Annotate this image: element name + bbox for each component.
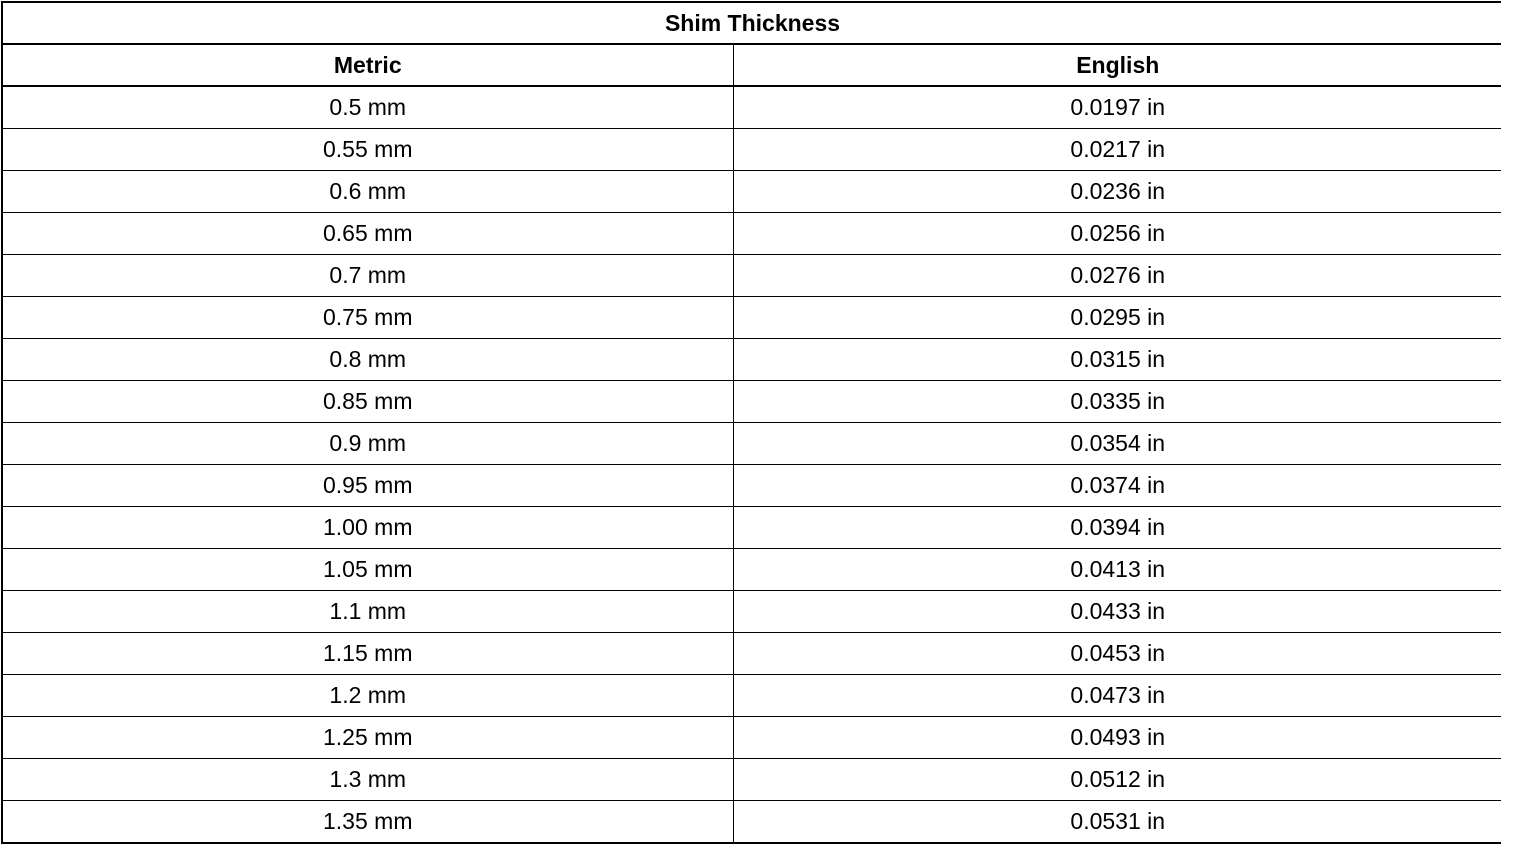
metric-cell: 1.05 mm	[2, 549, 733, 591]
metric-cell: 0.75 mm	[2, 297, 733, 339]
table-row	[2, 591, 1503, 633]
column-header-metric: Metric	[2, 44, 733, 86]
table-row	[2, 171, 1503, 213]
english-cell: 0.0512 in	[733, 759, 1503, 801]
table-row	[2, 213, 1503, 255]
table-header-row	[2, 44, 1503, 86]
table-row	[2, 717, 1503, 759]
metric-cell: 0.6 mm	[2, 171, 733, 213]
table-row	[2, 423, 1503, 465]
english-cell: 0.0433 in	[733, 591, 1503, 633]
english-cell: 0.0335 in	[733, 381, 1503, 423]
metric-cell: 1.3 mm	[2, 759, 733, 801]
english-cell: 0.0473 in	[733, 675, 1503, 717]
table-row	[2, 759, 1503, 801]
table-row	[2, 339, 1503, 381]
column-header-english: English	[733, 44, 1503, 86]
table-row	[2, 675, 1503, 717]
english-cell: 0.0217 in	[733, 129, 1503, 171]
table-row	[2, 801, 1503, 844]
metric-cell: 0.7 mm	[2, 255, 733, 297]
english-cell: 0.0394 in	[733, 507, 1503, 549]
metric-cell: 0.9 mm	[2, 423, 733, 465]
page-edge	[1501, 0, 1520, 852]
english-cell: 0.0493 in	[733, 717, 1503, 759]
table-row	[2, 465, 1503, 507]
english-cell: 0.0315 in	[733, 339, 1503, 381]
table-row	[2, 549, 1503, 591]
metric-cell: 0.85 mm	[2, 381, 733, 423]
metric-cell: 0.8 mm	[2, 339, 733, 381]
table-row	[2, 86, 1503, 129]
table-row	[2, 381, 1503, 423]
english-cell: 0.0295 in	[733, 297, 1503, 339]
english-cell: 0.0531 in	[733, 801, 1503, 844]
table-title: Shim Thickness	[2, 2, 1503, 44]
table-body	[2, 86, 1503, 843]
english-cell: 0.0236 in	[733, 171, 1503, 213]
metric-cell: 0.55 mm	[2, 129, 733, 171]
english-cell: 0.0276 in	[733, 255, 1503, 297]
metric-cell: 1.00 mm	[2, 507, 733, 549]
table-row	[2, 255, 1503, 297]
english-cell: 0.0413 in	[733, 549, 1503, 591]
english-cell: 0.0354 in	[733, 423, 1503, 465]
metric-cell: 1.25 mm	[2, 717, 733, 759]
table-title-row	[2, 2, 1503, 44]
metric-cell: 1.1 mm	[2, 591, 733, 633]
english-cell: 0.0197 in	[733, 86, 1503, 129]
english-cell: 0.0256 in	[733, 213, 1503, 255]
metric-cell: 0.65 mm	[2, 213, 733, 255]
english-cell: 0.0453 in	[733, 633, 1503, 675]
shim-thickness-table	[1, 1, 1504, 844]
metric-cell: 1.2 mm	[2, 675, 733, 717]
metric-cell: 0.5 mm	[2, 86, 733, 129]
table-row	[2, 129, 1503, 171]
table-row	[2, 297, 1503, 339]
metric-cell: 1.15 mm	[2, 633, 733, 675]
table-row	[2, 633, 1503, 675]
english-cell: 0.0374 in	[733, 465, 1503, 507]
table-row	[2, 507, 1503, 549]
metric-cell: 1.35 mm	[2, 801, 733, 844]
metric-cell: 0.95 mm	[2, 465, 733, 507]
